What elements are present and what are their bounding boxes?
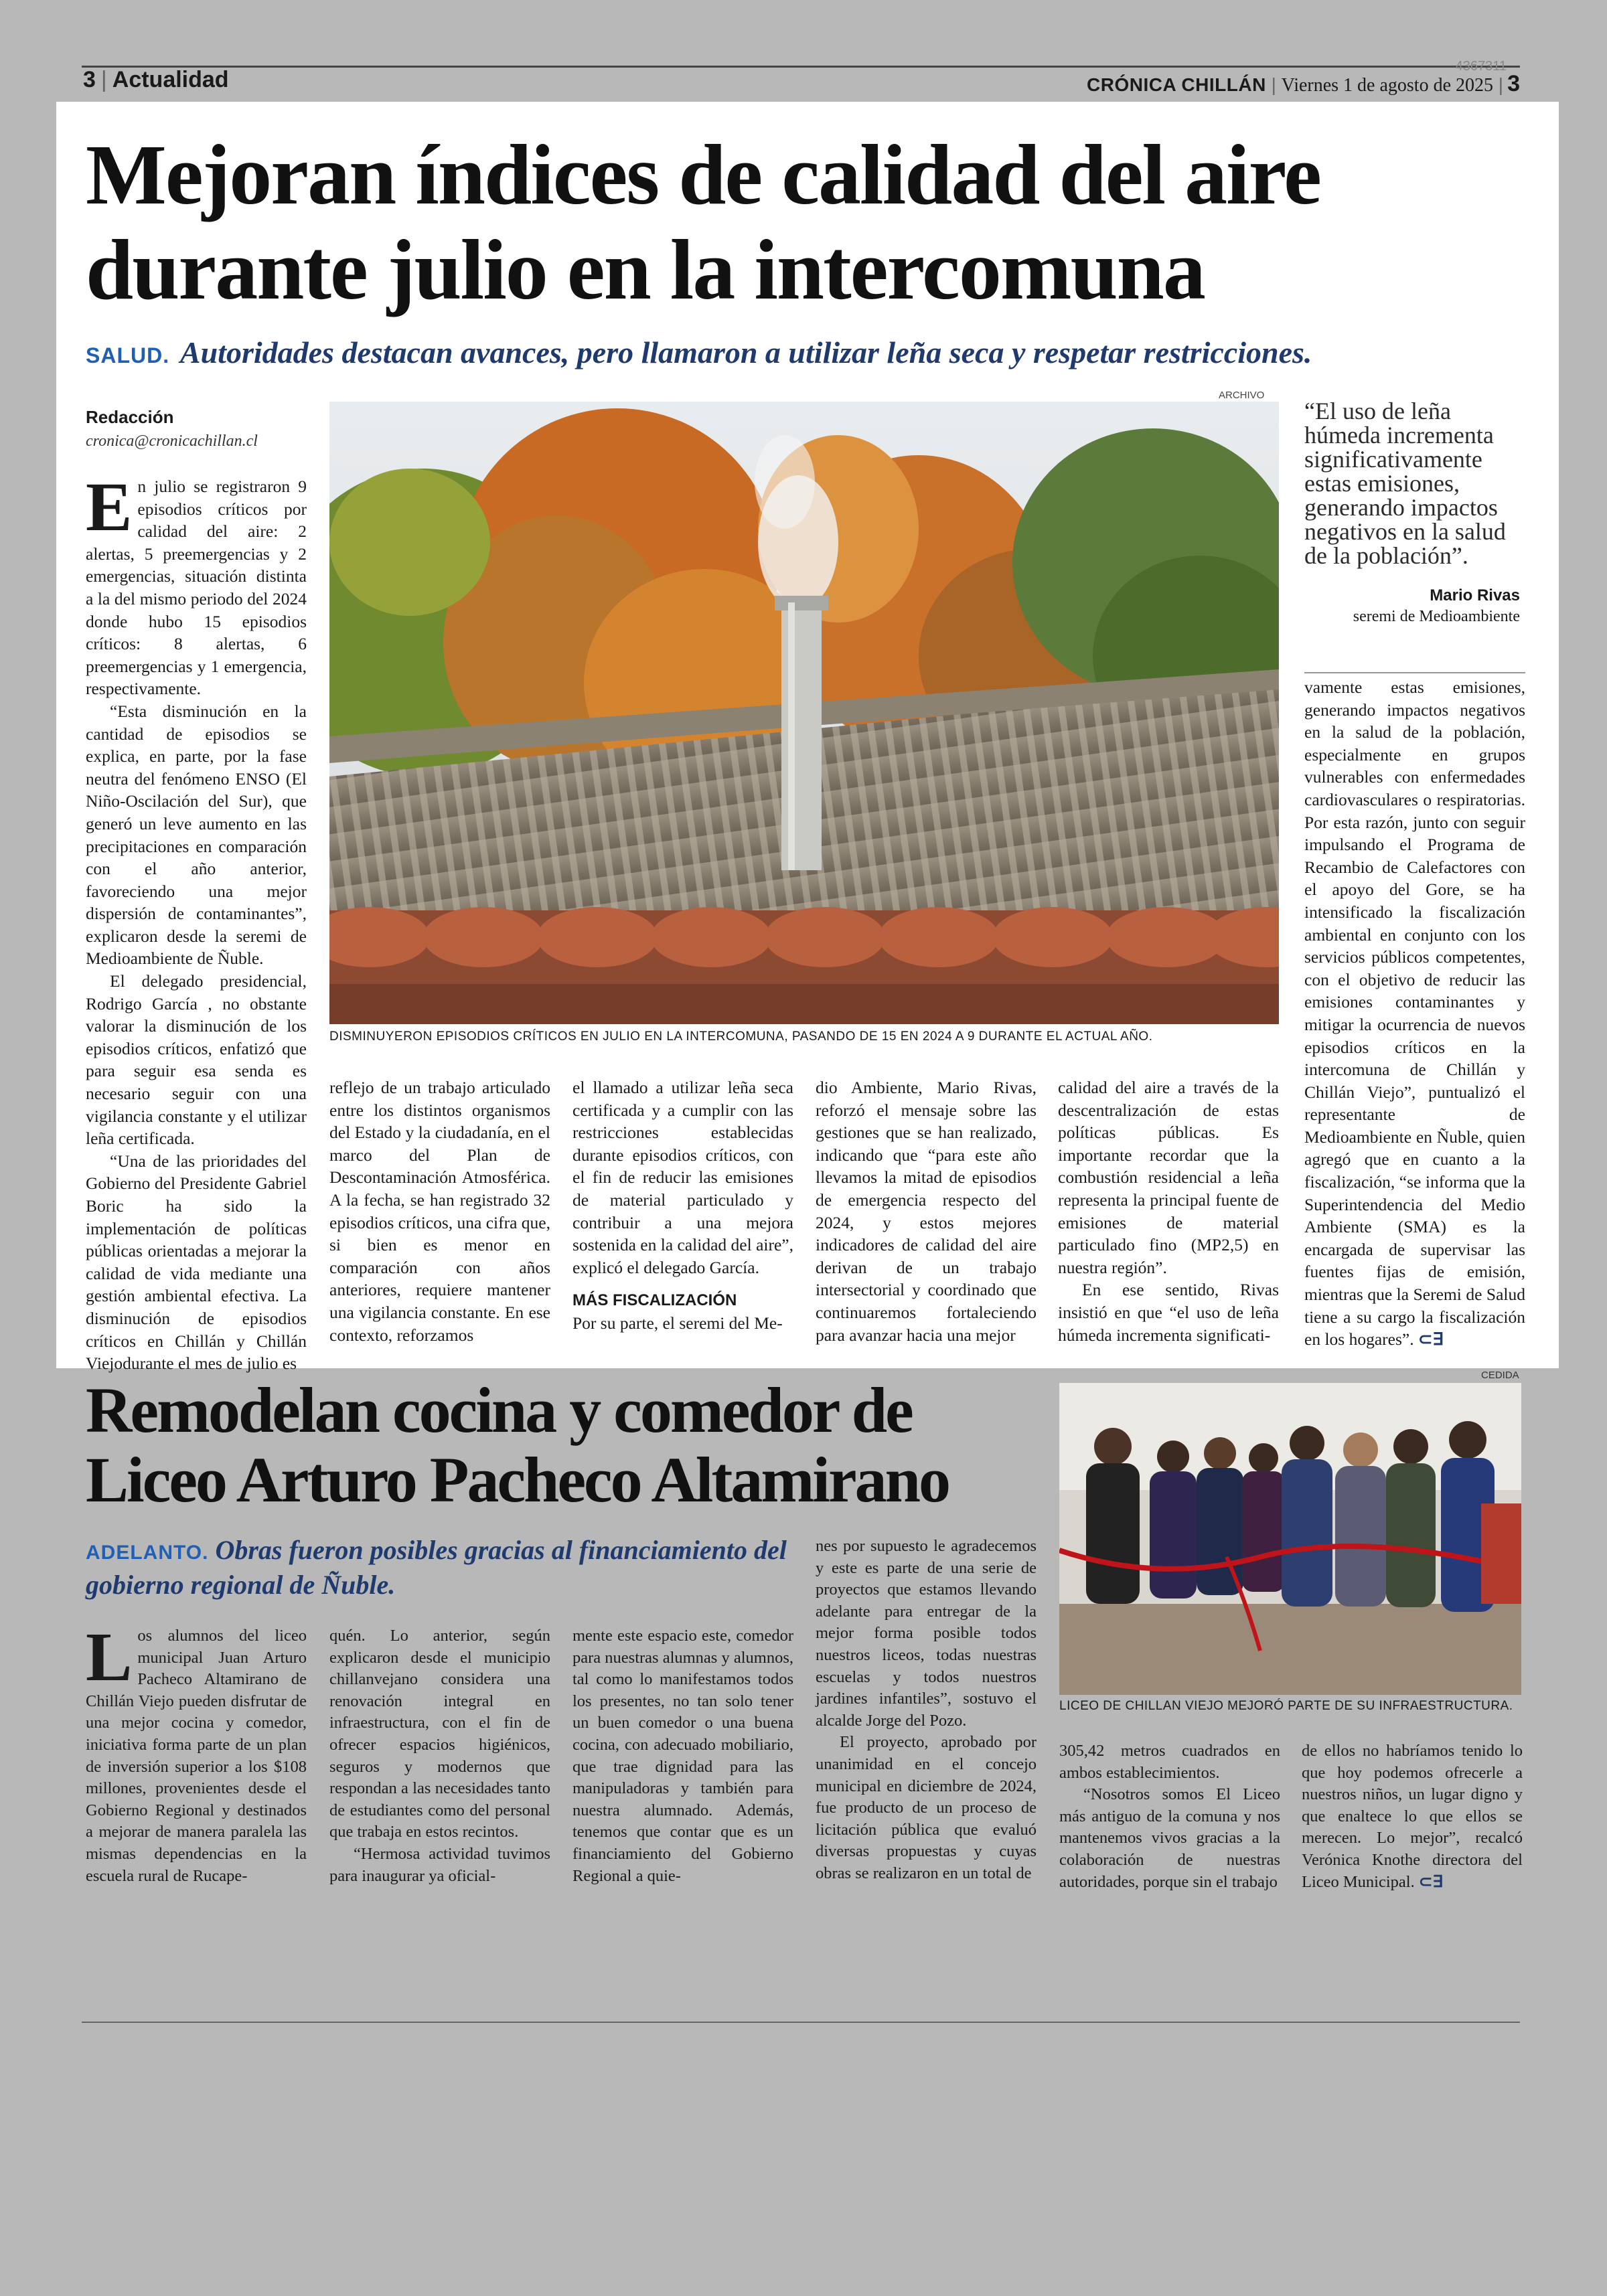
paragraph: El delegado presidencial, Rodrigo García , no obstante valorar la disminución de los episodios críticos, enfatizó que para seguir esa senda es necesario seguir con una vigilancia constante y el utilizar leña certificada. <box>86 971 307 1149</box>
byline-email: cronica@cronicachillan.cl <box>86 432 258 450</box>
article2-subtitle-text: Obras fueron posibles gracias al financiamiento del gobierno regional de Ñuble. <box>86 1535 787 1600</box>
paragraph: nes por supuesto le agradecemos y este es parte de una serie de proyectos que estamos llevando adelante para entregar de la mejor forma posible todos nuestros liceos, todas nuestras escuelas y todos nuestros jardines infantiles”, sostuvo el alcalde Jorge del Pozo. <box>816 1537 1037 1730</box>
paragraph: “Hermosa actividad tuvimos para inaugurar ya oficial- <box>329 1844 550 1885</box>
paragraph: os alumnos del liceo municipal Juan Arturo Pacheco Altamirano de Chillán Viejo pueden disfrutar de una mejor cocina y comedor, iniciativa forma parte de un plan de inversión superior a los $108 millones, provenientes desde el Gobierno Regional y destinados a mejorar de manera paralela las mismas dependencias en la escuela rural de Rucape- <box>86 1627 307 1885</box>
article1-column-2 <box>329 1076 550 1346</box>
bottom-rule <box>82 2022 1520 2023</box>
article2-column-5 <box>1059 1740 1280 1893</box>
paragraph: vamente estas emisiones, generando impactos negativos en la salud de la población, especialmente en grupos vulnerables con enfermedades cardiovasculares o respiratorias. Por esta razón, junto con seguir impulsando el Programa de Recambio de Calefactores con el apoyo del Gore, se ha intensificado la fiscalización ambiental en conjunto con los servicios públicos competentes, con el objetivo de reducir las emisiones contaminantes y mitigar la ocurrencia de nuevos episodios críticos en la intercomuna de Chillán y Chillán Viejo”, puntualizó el representante de Medioambiente en Ñuble, quien agregó que en cuanto a la fiscalización, “se informa que la Superintendencia del Medio Ambiente (SMA) es la encargada de supervisar las fuentes fijas de emisión, mientras que la Seremi de Salud tiene a su cargo la fiscalización en los hogares”. <box>1304 677 1525 1349</box>
article1-column-3 <box>572 1076 793 1335</box>
paragraph: “Nosotros somos El Liceo más antiguo de la comuna y nos mantenemos vivos gracias a la colaboración de nuestras autoridades, porque sin el trabajo <box>1059 1785 1280 1891</box>
photo1-credit: ARCHIVO <box>1219 390 1265 401</box>
paragraph: de ellos no habríamos tenido lo que hoy podemos ofrecerle a nuestros niños, un lugar digno y que enaltece lo que ellos se merecen. Lo mejor”, recalcó Verónica Knothe directora del Liceo Municipal. <box>1302 1742 1523 1891</box>
chimney-roof-photo <box>329 402 1279 1024</box>
photo2-caption: LICEO DE CHILLAN VIEJO MEJORÓ PARTE DE SU INFRAESTRUCTURA. <box>1059 1699 1513 1713</box>
page-number-left: 3 <box>83 67 96 92</box>
article1-column-5 <box>1058 1076 1279 1346</box>
article1-column-4 <box>816 1076 1037 1346</box>
ribbon-cutting-illustration <box>1059 1383 1521 1695</box>
article2-column-2 <box>329 1625 550 1887</box>
paragraph: n julio se registraron 9 episodios críticos por calidad del aire: 2 alertas, 5 preemergencias y 2 emergencias, situación distinta a la del mismo periodo del 2024 donde hubo 15 episodios críticos: 8 alertas, 6 preemergencias y 1 emergencia, respectivamente. <box>86 477 307 699</box>
publication-header: CRÓNICA CHILLÁN | Viernes 1 de agosto de 2025 | 3 <box>1087 71 1520 96</box>
article2-column-1 <box>86 1619 307 1887</box>
paragraph: el llamado a utilizar leña seca certificada y a cumplir con las restricciones establecidas durante episodios críticos, con el fin de reducir las emisiones de material particulado y contribuir a una mejora sostenida en la calidad del aire”, explicó el delegado García. <box>572 1078 793 1277</box>
paragraph: “Esta disminución en la cantidad de episodios se explica, en parte, por la fase neutra del fenómeno ENSO (El Niño-Oscilación del Sur), que generó un leve aumento en las precipitaciones en comparación con el año anterior, favoreciendo una mejor dispersión de contaminantes”, explicaron desde la seremi de Medioambiente de Ñuble. <box>86 701 307 969</box>
section-label: Actualidad <box>112 67 229 92</box>
pull-quote: “El uso de leña húmeda incrementa significativamente estas emisiones, generando impactos negativos en la salud de la población”. <box>1304 398 1506 569</box>
article2-column-3 <box>572 1625 793 1887</box>
paragraph: reflejo de un trabajo articulado entre los distintos organismos del Estado y la ciudadanía, en el marco del Plan de Descontaminación Atmosférica. A la fecha, se han registrado 32 episodios críticos, una cifra que, si bien es menor en comparación con años anteriores, requiere mantener una vigilancia constante. En ese contexto, reforzamos <box>329 1078 550 1345</box>
end-mark-icon: ⊂∃ <box>1418 1872 1443 1891</box>
quote-role: seremi de Medioambiente <box>1353 608 1520 625</box>
quote-divider <box>1304 672 1525 673</box>
photo1-caption: DISMINUYERON EPISODIOS CRÍTICOS EN JULIO EN LA INTERCOMUNA, PASANDO DE 15 EN 2024 A 9 DURANTE EL ACTUAL AÑO. <box>329 1030 1153 1044</box>
article2-subtitle <box>86 1534 809 1601</box>
quote-author: Mario Rivas <box>1430 586 1520 604</box>
dropcap: E <box>86 469 133 546</box>
dropcap: L <box>86 1619 133 1696</box>
photo2-credit: CEDIDA <box>1481 1370 1519 1381</box>
watermark: 4367311 <box>1455 59 1507 74</box>
article1-column-6 <box>1304 676 1525 1351</box>
header-rule <box>82 66 1520 68</box>
article2-kicker: ADELANTO. <box>86 1542 209 1564</box>
paragraph: quén. Lo anterior, según explicaron desde el municipio chillanvejano considera una renovación integral en infraestructura, con el fin de ofrecer espacios higiénicos, seguros y modernos que respondan a las necesidades tanto de estudiantes como del personal que trabaja en estos recintos. <box>329 1627 550 1841</box>
paragraph: En ese sentido, Rivas insistió en que “el uso de leña húmeda incrementa significati- <box>1058 1280 1279 1345</box>
article2-title: Remodelan cocina y comedor de Liceo Arturo Pacheco Altamirano <box>86 1374 949 1515</box>
article1-kicker: SALUD. <box>86 343 170 367</box>
section-header: 3 | Actualidad <box>83 67 229 92</box>
paragraph: dio Ambiente, Mario Rivas, reforzó el mensaje sobre las gestiones que se han realizado, indicando que “para este año llevamos la mitad de episodios de emergencia respecto del 2024, y estos mejores indicadores de calidad del aire derivan de un trabajo intersectorial y coordinado que continuaremos fortaleciendo para avanzar hacia una mejor <box>816 1078 1037 1345</box>
article1-title: Mejoran índices de calidad del aire durante julio en la intercomuna <box>86 127 1320 317</box>
paragraph: Por su parte, el seremi del Me- <box>572 1313 783 1333</box>
end-mark-icon: ⊂∃ <box>1418 1330 1444 1349</box>
section-heading: MÁS FISCALIZACIÓN <box>572 1291 737 1310</box>
publication-name: CRÓNICA CHILLÁN <box>1087 74 1266 95</box>
paragraph: 305,42 metros cuadrados en ambos establecimientos. <box>1059 1742 1280 1782</box>
page-number-right: 3 <box>1507 71 1520 96</box>
chimney-roof-illustration <box>329 402 1279 1024</box>
byline: Redacción <box>86 407 174 427</box>
paragraph: El proyecto, aprobado por unanimidad en el concejo municipal en diciembre de 2024, fue producto de un proceso de licitación pública que evaluó diversas propuestas y cuyas obras se realizaron en un total de <box>816 1733 1037 1882</box>
publication-date: Viernes 1 de agosto de 2025 <box>1281 75 1494 96</box>
article1-subtitle-text: Autoridades destacan avances, pero llamaron a utilizar leña seca y respetar restricciones. <box>179 335 1312 370</box>
article2-column-6 <box>1302 1740 1523 1893</box>
paragraph: mente este espacio este, comedor para nuestras alumnas y alumnos, tal como lo manifestamos todos los presentes, no tan solo tener un buen comedor o una buena cocina, con adecuado mobiliario, que trae dignidad para las manipuladoras y también para nuestra alumnado. Además, tenemos que contar que es un financiamiento del Gobierno Regional a quie- <box>572 1627 793 1885</box>
ribbon-cutting-photo <box>1059 1383 1521 1695</box>
article1-column-1 <box>86 469 307 1375</box>
article2-column-4 <box>816 1536 1037 1885</box>
paragraph: “Una de las prioridades del Gobierno del Presidente Gabriel Boric ha sido la implementación de políticas públicas orientadas a mejorar la calidad de vida mediante una gestión ambiental efectiva. La disminución de episodios críticos en Chillán y Chillán Viejodurante el mes de julio es <box>86 1151 307 1374</box>
paragraph: calidad del aire a través de la descentralización de estas políticas públicas. Es importante recordar que la combustión residencial a leña representa la principal fuente de emisiones de material particulado fino (MP2,5) en nuestra región”. <box>1058 1078 1279 1277</box>
article1-subtitle <box>86 335 1312 370</box>
